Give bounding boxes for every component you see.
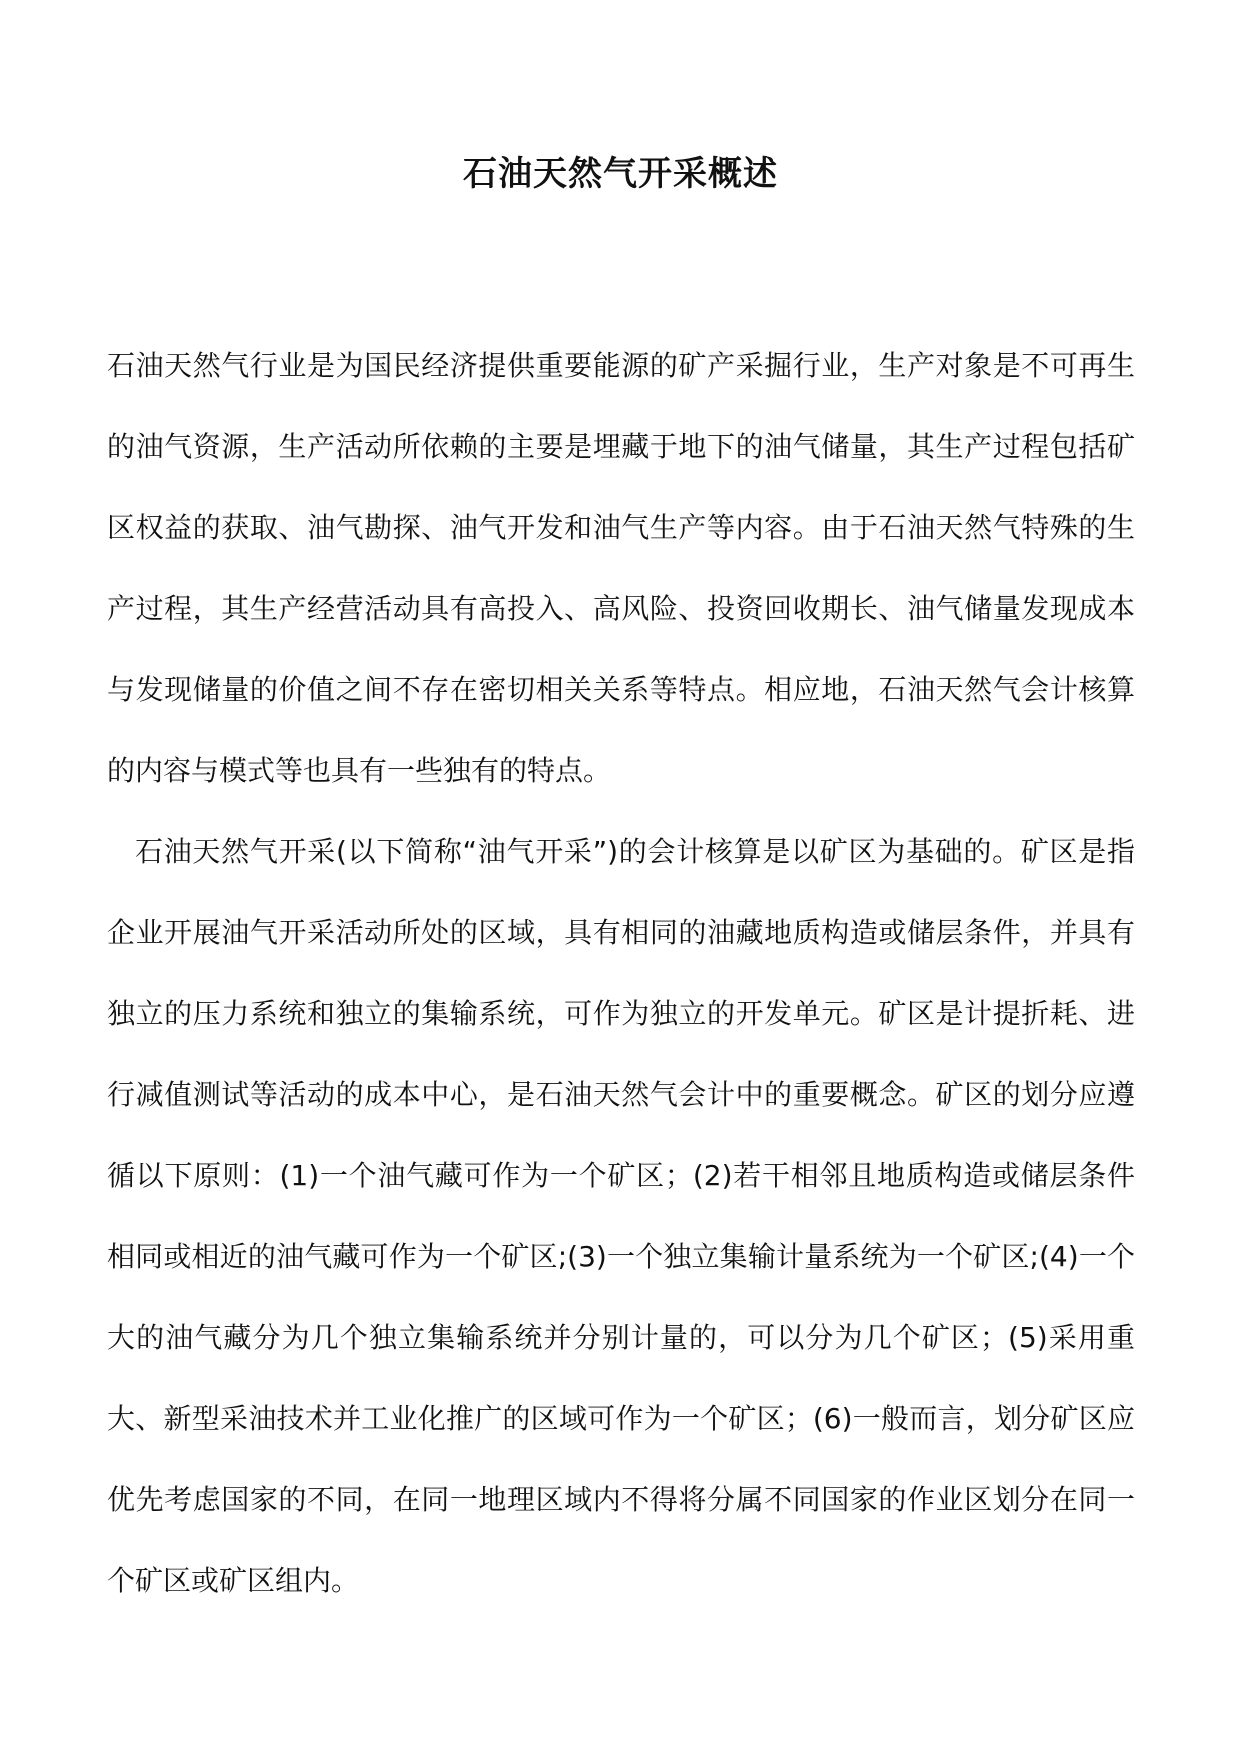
paragraph-mining-area: 石油天然气开采(以下简称“油气开采”)的会计核算是以矿区为基础的。矿区是指企业开展油气开采活动所处的区域，具有相同的油藏地质构造或储层条件，并具有独立的压力系统和独立的集输系统，可作为独立的开发单元。矿区是计提折耗、进行减值测试等活动的成本中心，是石油天然气会计中的重要概念。矿区的划分应遵循以下原则：(1)一个油气藏可作为一个矿区；(2)若干相邻且地质构造或储层条件相同或相近的油气藏可作为一个矿区;(3)一个独立集输计量系统为一个矿区;(4)一个大的油气藏分为几个独立集输系统并分别计量的，可以分为几个矿区；(5)采用重大、新型采油技术并工业化推广的区域可作为一个矿区；(6)一般而言，划分矿区应优先考虑国家的不同，在同一地理区域内不得将分属不同国家的作业区划分在同一个矿区或矿区组内。 [107, 835, 1135, 1597]
page-title: 石油天然气开采概述 [463, 154, 778, 194]
paragraph-overview: 石油天然气行业是为国民经济提供重要能源的矿产采掘行业，生产对象是不可再生的油气资源，生产活动所依赖的主要是埋藏于地下的油气储量，其生产过程包括矿区权益的获取、油气勘探、油气开发和油气生产等内容。由于石油天然气特殊的生产过程，其生产经营活动具有高投入、高风险、投资回收期长、油气储量发现成本与发现储量的价值之间不存在密切相关关系等特点。相应地，石油天然气会计核算的内容与模式等也具有一些独有的特点。 [107, 349, 1135, 787]
